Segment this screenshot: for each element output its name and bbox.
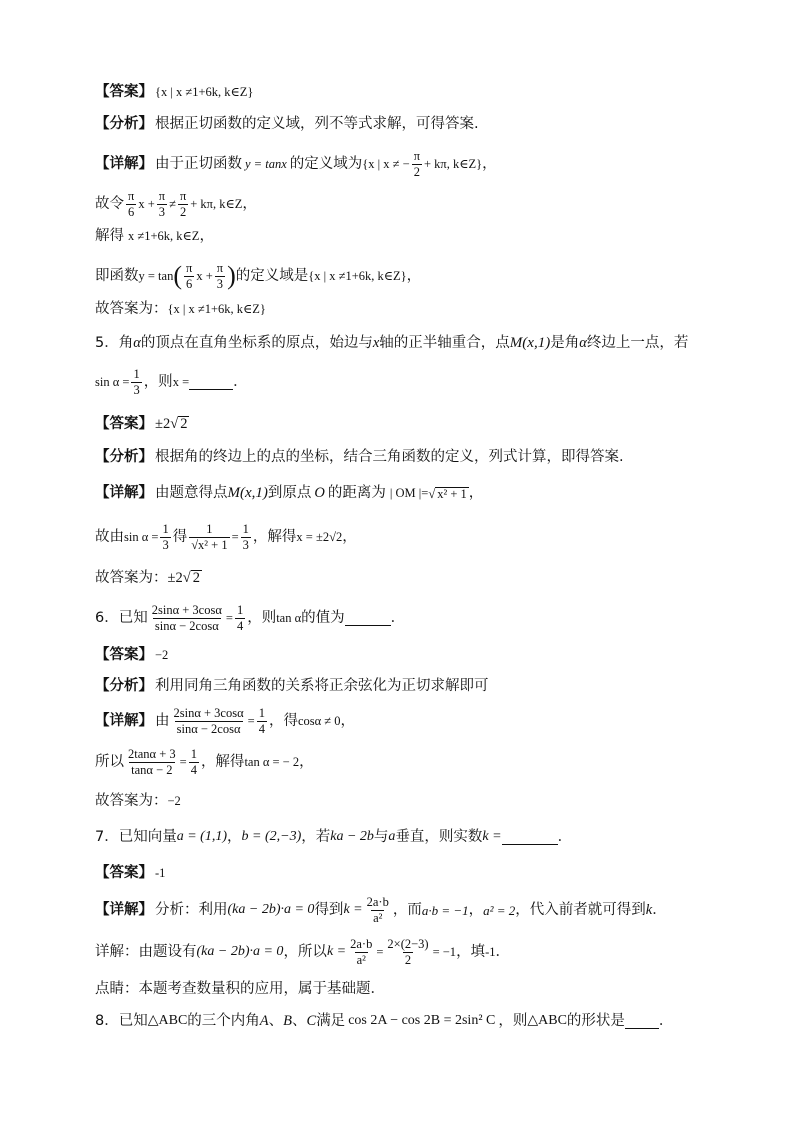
final-line-6 — [95, 794, 181, 809]
math-symbol: A — [259, 1012, 269, 1029]
fraction: $\frac{\pi}{3}$ — [158, 189, 166, 219]
detail-line-4-3 — [95, 229, 214, 244]
question-text: 与 — [373, 828, 389, 845]
answer-line-6 — [95, 648, 168, 663]
detail-line-7-1 — [95, 896, 667, 924]
detail-text: 所以 — [95, 753, 124, 770]
punct: ， — [406, 267, 422, 284]
math-expr: (ka − 2b)·a = 0 — [196, 944, 284, 959]
fraction: $\frac{2a\cdot b}{\text{a²}}$ — [366, 895, 389, 925]
fraction: $\frac{2\tan\alpha + 3}{\tan\alpha - 2}$ — [128, 747, 176, 777]
math-expr: + kπ, k∈Z} — [424, 156, 483, 171]
punct: ． — [233, 373, 248, 390]
analysis-line-6 — [95, 679, 489, 694]
detail-tag: 【详解】 — [95, 155, 153, 172]
analysis-tag: 【分析】 — [95, 116, 153, 132]
answer-tag: 【答案】 — [95, 84, 153, 100]
fraction: $\frac{\pi}{2}$ — [179, 189, 187, 219]
punct: ， — [342, 528, 357, 545]
math-expr: = — [247, 713, 255, 728]
math-symbol: O — [314, 485, 325, 502]
analysis-tag: 【分析】 — [95, 678, 153, 694]
sqrt-expr: √ x² + 1 — [428, 486, 467, 501]
detail-text: ，所以 — [283, 943, 327, 960]
answer-blank[interactable] — [189, 374, 233, 390]
math-symbol: a — [388, 828, 396, 844]
detail-tag: 【详解】 — [95, 712, 153, 729]
question-text: 的形状是 — [566, 1012, 625, 1029]
math-expr: y = tan — [138, 268, 174, 283]
detail-text: 分析：利用 — [155, 901, 228, 918]
answer-value: -1 — [155, 866, 166, 880]
final-line-4 — [95, 302, 266, 317]
math-expr: x = — [172, 374, 190, 389]
fraction: $\frac{\pi}{3}$ — [216, 261, 224, 291]
math-expr: {x | x ≠1+6k, k∈Z} — [308, 268, 407, 283]
comment-line-7 — [95, 982, 385, 997]
detail-text: 的距离为 — [327, 485, 386, 502]
question-text: 是角 — [550, 335, 580, 352]
detail-text: 由于正切函数 — [155, 155, 242, 172]
detail-line-4-2 — [95, 190, 257, 218]
math-expr: k = — [482, 828, 502, 844]
detail-text: 故由 — [95, 528, 124, 545]
detail-text: 得到 — [314, 901, 344, 918]
final-value: −2 — [167, 794, 181, 808]
final-label: 故答案为： — [95, 301, 168, 317]
math-expr: x ≠1+6k, k∈Z — [128, 229, 200, 243]
answer-line-5 — [95, 416, 189, 432]
math-symbol: α — [133, 335, 141, 352]
math-expr: x = ±2√2 — [296, 529, 343, 544]
question-text: ，则 — [498, 1012, 528, 1029]
math-symbol: B — [283, 1012, 293, 1029]
final-label: 故答案为： — [95, 793, 168, 809]
punct: 、 — [268, 1012, 284, 1029]
math-expr: cos 2A − cos 2B = 2sin² C — [348, 1012, 496, 1028]
detail-text: ，解得 — [252, 528, 297, 545]
question-text: ，则 — [247, 609, 277, 626]
analysis-line-4 — [95, 117, 479, 132]
detail-text: ，得 — [268, 712, 298, 729]
detail-text: 解得 — [95, 228, 124, 244]
math-expr: | OM |= — [389, 486, 429, 501]
punct: 、 — [292, 1012, 307, 1029]
punct: ， — [340, 712, 356, 729]
punct: ， — [242, 195, 257, 212]
question-text: ，则 — [143, 373, 173, 390]
fraction: $\frac{2\times(2-3)}{2}$ — [387, 937, 429, 967]
answer-math: {x | x ≠1+6k, k∈Z} — [155, 85, 254, 99]
detail-line-7-2 — [95, 938, 510, 966]
math-expr: -1 — [485, 944, 496, 959]
fraction: $\frac{1}{3}$ — [133, 367, 140, 397]
math-expr: tan α — [276, 610, 302, 625]
punct: ， — [227, 828, 242, 845]
final-line-5 — [95, 570, 202, 586]
answer-value: ±2 √ 2 — [155, 416, 188, 432]
math-expr: M(x,1) — [227, 485, 268, 501]
math-symbol: k — [645, 901, 653, 918]
math-expr: a = (1,1) — [176, 828, 228, 844]
detail-tag: 【详解】 — [95, 485, 153, 502]
question-text: 垂直，则实数 — [395, 828, 483, 845]
detail-line-4-1 — [95, 150, 497, 178]
fraction: $\frac{1}{4}$ — [236, 603, 244, 633]
math-expr: ka − 2b — [330, 828, 374, 844]
fraction: $\frac{1}{4}$ — [190, 747, 197, 777]
punct: ． — [390, 609, 406, 626]
fraction: $\frac{2\sin\alpha + 3\cos\alpha}{\sin\alpha - 2\cos\alpha}$ — [151, 603, 222, 633]
math-expr: x + — [138, 196, 155, 211]
detail-text: ，解得 — [200, 753, 245, 770]
math-expr: k = — [326, 944, 347, 959]
detail-text: ，而 — [392, 901, 422, 918]
detail-line-4-4: 即函数 y = tan ( $\frac{\pi}{6}$ x + $\frac{\pi}{3}$ ) 的定义域是 {x | x ≠1+6k, k∈Z} ， — [95, 261, 422, 291]
math-expr: △ABC — [527, 1012, 567, 1028]
fraction: $\frac{1}{3}$ — [242, 522, 249, 552]
punct: ， — [482, 155, 497, 172]
comment-text: 点睛：本题考查数量积的应用，属于基础题． — [95, 981, 385, 997]
math-expr: = — [179, 754, 187, 769]
math-expr: = −1 — [432, 944, 457, 959]
punct: ． — [658, 1012, 674, 1029]
detail-text: 的定义域为 — [289, 155, 363, 172]
punct: ． — [652, 901, 667, 918]
fraction: $\frac{2\sin\alpha + 3\cos\alpha}{\sin\alpha - 2\cos\alpha}$ — [173, 706, 244, 736]
question-6-line — [95, 604, 405, 632]
punct: ． — [557, 828, 573, 845]
math-expr: {x | x ≠ − — [362, 156, 410, 171]
math-symbol: C — [306, 1012, 317, 1029]
question-7-line — [95, 829, 572, 845]
answer-line-4 — [95, 85, 253, 100]
detail-text: ，代入前者就可得到 — [515, 901, 646, 918]
punct: ， — [468, 485, 484, 502]
math-expr: a·b = −1 — [421, 902, 469, 918]
detail-line-6-1 — [95, 707, 355, 735]
math-expr: = — [231, 529, 239, 544]
answer-blank[interactable] — [345, 610, 391, 626]
math-expr: sin α = — [124, 529, 159, 544]
math-expr: M(x,1) — [509, 335, 551, 351]
math-expr: △ABC — [147, 1012, 188, 1028]
detail-line-6-2 — [95, 748, 314, 776]
math-expr: a² = 2 — [483, 902, 516, 918]
question-8-line — [95, 1013, 673, 1029]
question-text: 的值为 — [301, 609, 345, 626]
detail-text: 由 — [155, 712, 170, 729]
analysis-text: 根据角的终边上的点的坐标，结合三角函数的定义，列式计算，即得答案. — [155, 449, 624, 465]
analysis-text: 利用同角三角函数的关系将正余弦化为正切求解即可 — [155, 678, 489, 694]
math-expr: (ka − 2b)·a = 0 — [227, 902, 315, 917]
detail-text: 详解：由题设有 — [95, 943, 197, 960]
question-text: 7．已知向量 — [95, 828, 177, 845]
math-expr: = — [225, 610, 233, 625]
question-text: 8．已知 — [95, 1012, 148, 1029]
detail-text: 的定义域是 — [235, 267, 309, 284]
fraction: $\frac{\pi}{6}$ — [128, 189, 135, 219]
analysis-tag: 【分析】 — [95, 449, 153, 465]
math-expr: cosα ≠ 0 — [297, 713, 341, 728]
detail-tag: 【详解】 — [95, 901, 153, 918]
answer-blank[interactable] — [502, 829, 558, 845]
math-expr: = — [376, 944, 384, 959]
analysis-line-5 — [95, 450, 624, 465]
fraction: $\frac{1}{3}$ — [162, 522, 169, 552]
punct: ， — [299, 753, 314, 770]
math-expr: {x | x ≠1+6k, k∈Z} — [167, 302, 266, 316]
question-text: 轴的正半轴重合，点 — [379, 335, 510, 352]
math-expr: ≠ — [169, 196, 176, 211]
question-5-line-1 — [95, 336, 688, 351]
math-expr: x + — [196, 268, 213, 283]
answer-value: −2 — [155, 648, 169, 662]
question-5-line-2 — [95, 368, 248, 396]
fraction: $\frac{2a\cdot b}{\text{a²}}$ — [350, 937, 373, 967]
answer-line-7 — [95, 866, 165, 881]
fraction: $\frac{\pi}{2}$ — [413, 149, 420, 179]
detail-text: 得 — [172, 528, 188, 545]
final-label: 故答案为： — [95, 569, 168, 586]
answer-tag: 【答案】 — [95, 415, 153, 432]
question-text: 的三个内角 — [187, 1012, 260, 1029]
question-text: 5．角 — [95, 335, 134, 352]
question-text: 的顶点在直角坐标系的原点，始边与 — [140, 335, 373, 352]
answer-tag: 【答案】 — [95, 647, 153, 663]
math-expr: k = — [343, 902, 363, 917]
answer-blank[interactable] — [625, 1013, 659, 1029]
math-expr: b = (2,−3) — [241, 828, 302, 844]
fraction: $\frac{1}{\text{√x² + 1}}$ — [191, 522, 228, 552]
detail-line-5-2 — [95, 523, 357, 551]
detail-text: 即函数 — [95, 267, 139, 284]
detail-text: ，填 — [456, 943, 486, 960]
math-expr: tan α = − 2 — [244, 754, 300, 769]
detail-text: 到原点 — [267, 485, 312, 502]
detail-text: 故令 — [95, 195, 124, 212]
math-symbol: x — [372, 335, 380, 352]
fraction: $\frac{1}{4}$ — [258, 706, 265, 736]
detail-line-5-1 — [95, 486, 483, 501]
question-text: ，若 — [301, 828, 331, 845]
detail-text: 由题意得点 — [155, 485, 228, 502]
punct: ． — [495, 943, 510, 960]
question-text: 终边上一点，若 — [586, 335, 689, 352]
math-symbol: α — [579, 335, 587, 352]
punct: ， — [199, 228, 214, 244]
question-text: 6．已知 — [95, 609, 148, 626]
punct: ， — [468, 901, 484, 918]
math-expr: sin α = — [95, 374, 130, 389]
math-expr: y = tanx — [245, 156, 287, 171]
answer-tag: 【答案】 — [95, 865, 153, 881]
analysis-text: 根据正切函数的定义域，列不等式求解，可得答案. — [155, 116, 479, 132]
math-expr: + kπ, k∈Z — [190, 196, 243, 211]
final-value: ±2 √ 2 — [167, 570, 200, 586]
question-text: 满足 — [316, 1012, 346, 1029]
fraction: $\frac{\pi}{6}$ — [186, 261, 193, 291]
